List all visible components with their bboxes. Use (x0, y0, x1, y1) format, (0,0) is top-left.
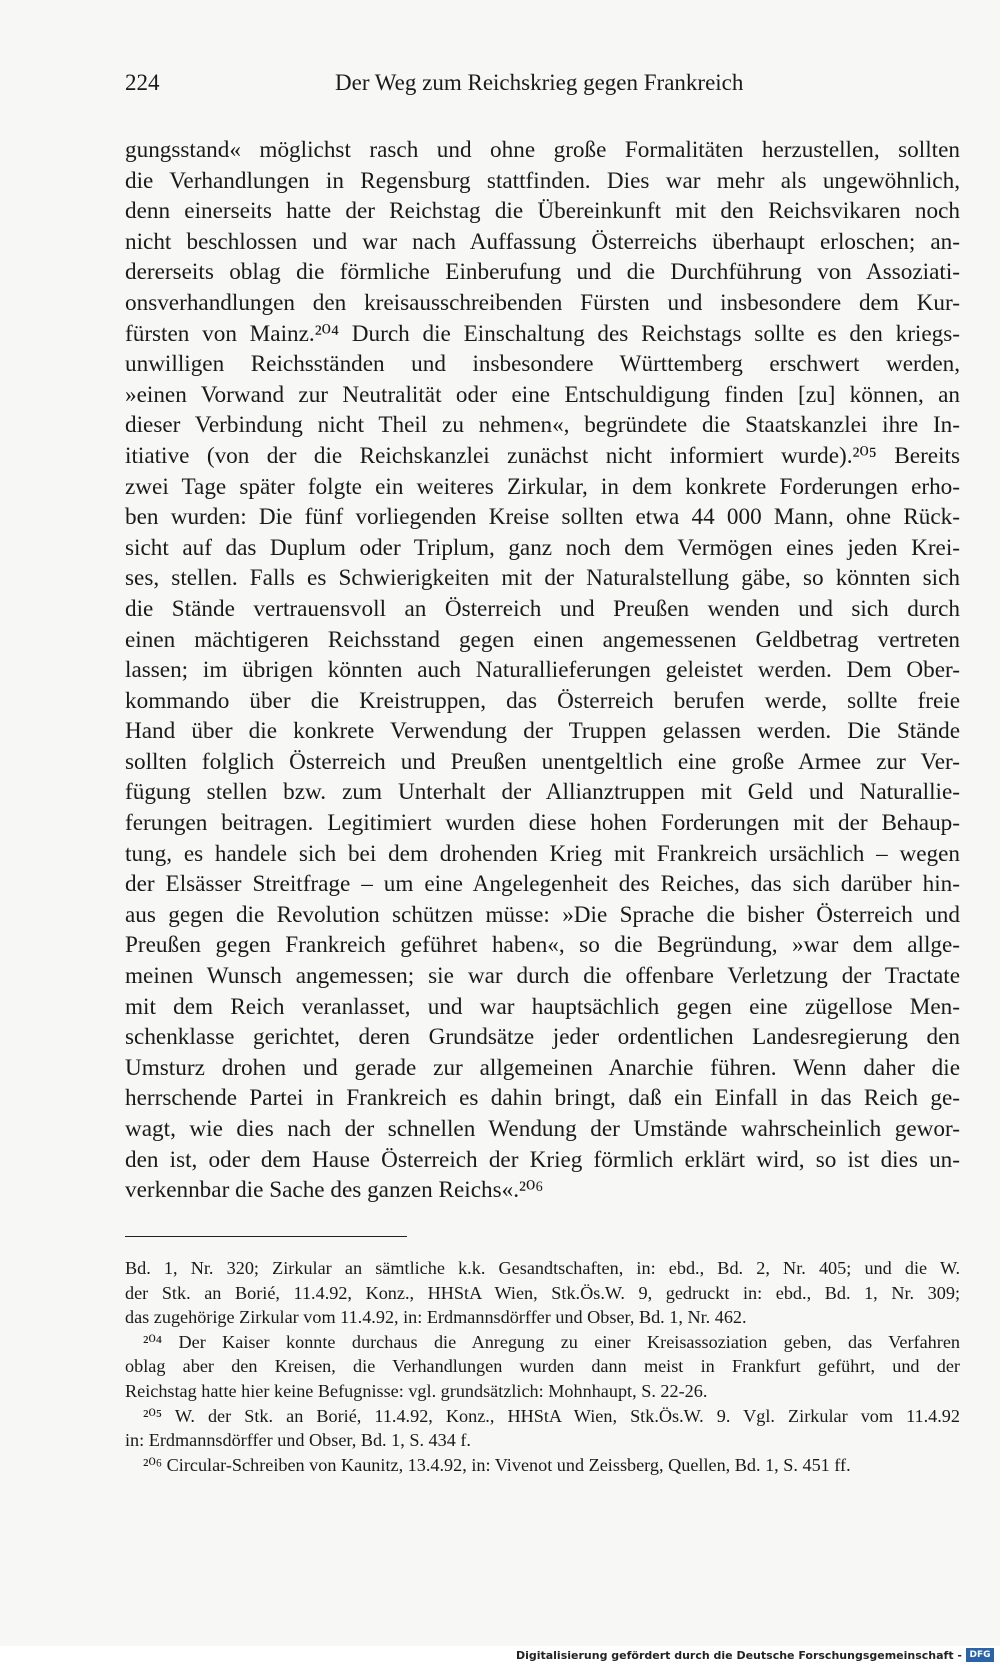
body-line: ses, stellen. Falls es Schwierigkeiten mit der Naturalstellung gäbe, so könnten sich (125, 565, 960, 592)
footnote-line: Reichstag hatte hier keine Befugnisse: vgl. grundsätzlich: Mohnhaupt, S. 22-26. (125, 1380, 708, 1401)
body-line: den ist, oder dem Hause Österreich der Krieg förmlich erklärt wird, so ist dies un- (125, 1146, 960, 1173)
body-line: zwei Tage später folgte ein weiteres Zirkular, in dem konkrete Forderungen erho- (125, 473, 960, 500)
page-number: 224 (125, 70, 160, 95)
footnote-divider (125, 1236, 407, 1237)
dfg-logo-icon: DFG (966, 1648, 994, 1662)
body-line: meinen Wunsch angemessen; sie war durch die offenbare Verletzung der Tractate (125, 963, 960, 990)
body-text (125, 135, 960, 1206)
body-line: mit dem Reich veranlasset, und war hauptsächlich gegen eine zügellose Men- (125, 993, 960, 1020)
footnote-line: in: Erdmannsdörffer und Obser, Bd. 1, S. 434 f. (125, 1430, 471, 1451)
body-line: Hand über die konkrete Verwendung der Truppen gelassen werden. Die Stände (125, 718, 960, 745)
body-line: ben wurden: Die fünf vorliegenden Kreise sollten etwa 44 000 Mann, ohne Rück- (125, 504, 960, 531)
body-line: dererseits oblag die förmliche Einberufung und die Durchführung von Assoziati- (125, 259, 960, 286)
body-line: die Verhandlungen in Regensburg stattfinden. Dies war mehr als ungewöhnlich, (125, 167, 960, 194)
body-line: »einen Vorwand zur Neutralität oder eine Entschuldigung finden [zu] können, an (125, 381, 960, 408)
body-line: der Elsässer Streitfrage – um eine Angelegenheit des Reiches, das sich darüber hin- (125, 871, 960, 898)
body-line: nicht beschlossen und war nach Auffassung Österreichs überhaupt erloschen; an- (125, 228, 960, 255)
body-line: fügung stellen bzw. zum Unterhalt der Allianztruppen mit Geld und Naturallie- (125, 779, 960, 806)
body-line: gungsstand« möglichst rasch und ohne große Formalitäten herzustellen, sollten (125, 137, 960, 163)
body-line: schenklasse gerichtet, deren Grundsätze jeder ordentlichen Landesregierung den (125, 1024, 960, 1051)
body-line: onsverhandlungen den kreisausschreibenden Fürsten und insbesondere dem Kur- (125, 289, 960, 316)
body-line: Umsturz drohen und gerade zur allgemeinen Anarchie führen. Wenn daher die (125, 1054, 960, 1081)
body-line: kommando über die Kreistruppen, das Österreich berufen werde, sollte freie (125, 687, 960, 714)
running-title: Der Weg zum Reichskrieg gegen Frankreich (335, 70, 744, 95)
body-line: herrschende Partei in Frankreich es dahin bringt, daß ein Einfall in das Reich ge- (125, 1085, 960, 1112)
body-line: denn einerseits hatte der Reichstag die Übereinkunft mit den Reichsvikaren noch (125, 198, 960, 225)
body-line: fürsten von Mainz.²⁰⁴ Durch die Einschaltung des Reichstags sollte es den kriegs- (125, 320, 960, 347)
footnotes (125, 1256, 960, 1477)
body-line: die Stände vertrauensvoll an Österreich und Preußen wenden und sich durch (125, 595, 960, 622)
footnote-line: Bd. 1, Nr. 320; Zirkular an sämtliche k.k. Gesandtschaften, in: ebd., Bd. 2, Nr. 405; und die W. (125, 1258, 960, 1278)
body-line: wagt, wie dies nach der schnellen Wendung der Umstände wahrscheinlich gewor- (125, 1116, 960, 1142)
body-line: unwilligen Reichsständen und insbesondere Württemberg erschwert werden, (125, 351, 960, 378)
body-line: sicht auf das Duplum oder Triplum, ganz noch dem Vermögen eines jeden Krei- (125, 534, 960, 561)
body-line: verkennbar die Sache des ganzen Reichs«.²⁰⁶ (125, 1177, 544, 1204)
footnote-206: ²⁰⁶ Circular-Schreiben von Kaunitz, 13.4.92, in: Vivenot und Zeissberg, Quellen, Bd. 1, S. 451 ff. (143, 1454, 851, 1475)
body-line: itiative (von der die Reichskanzlei zunächst nicht informiert wurde).²⁰⁵ Bereits (125, 442, 960, 469)
body-line: sollten folglich Österreich und Preußen unentgeltlich eine große Armee zur Ver- (125, 748, 960, 775)
footnote-line: das zugehörige Zirkular vom 11.4.92, in: Erdmannsdörffer und Obser, Bd. 1, Nr. 462. (125, 1307, 747, 1328)
page-header (125, 70, 960, 96)
body-line: dieser Verbindung nicht Theil zu nehmen«, begründete die Staatskanzlei ihre In- (125, 412, 960, 439)
footnote-line: oblag aber den Kreisen, die Verhandlungen wurden dann meist in Frankfurt geführt, und der (125, 1356, 960, 1377)
body-line: aus gegen die Revolution schützen müsse: »Die Sprache die bisher Österreich und (125, 901, 960, 928)
body-line: einen mächtigeren Reichsstand gegen einen angemessenen Geldbetrag vertreten (125, 626, 960, 653)
body-line: ferungen beitragen. Legitimiert wurden diese hohen Forderungen mit der Behaup- (125, 810, 960, 837)
footnote-line: der Stk. an Borié, 11.4.92, Konz., HHStA Wien, Stk.Ös.W. 9, gedruckt in: ebd., Bd. 1, Nr. 309; (125, 1282, 960, 1303)
body-line: Preußen gegen Frankreich geführet haben«, so die Begründung, »war dem allge- (125, 932, 960, 959)
digitization-credit: Digitalisierung gefördert durch die Deutsche Forschungsgemeinschaft - (515, 1649, 962, 1662)
footnote-204: ²⁰⁴ Der Kaiser konnte durchaus die Anregung zu einer Kreisassoziation geben, das Verfahren (143, 1331, 960, 1352)
footnote-205: ²⁰⁵ W. der Stk. an Borié, 11.4.92, Konz., HHStA Wien, Stk.Ös.W. 9. Vgl. Zirkular vom 11.4.92 (143, 1405, 960, 1426)
body-line: tung, es handele sich bei dem drohenden Krieg mit Frankreich ursächlich – wegen (125, 840, 960, 867)
body-line: lassen; im übrigen könnten auch Naturallieferungen geleistet werden. Dem Ober- (125, 657, 960, 684)
